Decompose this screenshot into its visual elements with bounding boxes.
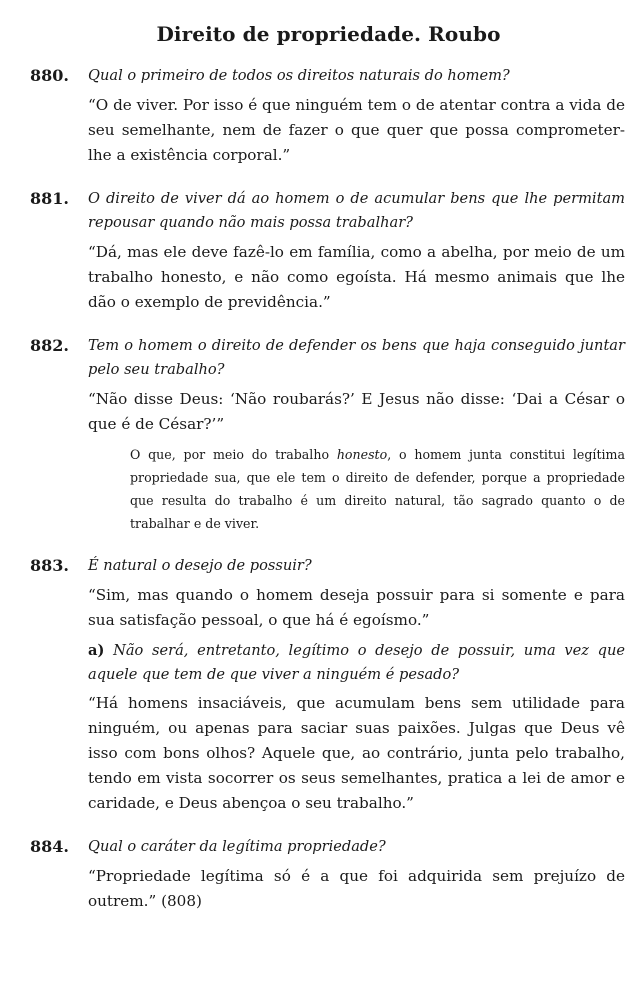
question-item-881 bbox=[30, 187, 625, 321]
commentary-text bbox=[130, 443, 625, 535]
commentary-part: , o homem junta constitui legítima propriedade sua, que ele tem o direito de defender, porque a propriedade que resulta do trabalho é um direito natural, tão sagrado quanto o de trabalhar e de viver. bbox=[130, 447, 625, 531]
question-item-882 bbox=[30, 334, 625, 541]
answer-text: “O de viver. Por isso é que ninguém tem o de atentar contra a vida de seu semelhante, nem de fazer o que quer que possa comprometer-lhe a existência corporal.” bbox=[88, 96, 625, 164]
question-number: 881. bbox=[30, 189, 69, 208]
question-number: 883. bbox=[30, 556, 69, 575]
commentary-emphasis: honesto bbox=[336, 447, 388, 462]
answer-text: “Dá, mas ele deve fazê-lo em família, como a abelha, por meio de um trabalho honesto, e não como egoísta. Há mesmo animais que lhe dão o exemplo de previdência.” bbox=[88, 243, 625, 311]
question-content bbox=[88, 835, 625, 920]
page-title: Direito de propriedade. Roubo bbox=[156, 22, 501, 46]
question-number: 884. bbox=[30, 837, 69, 856]
sub-answer-text: “Há homens insaciáveis, que acumulam bens sem utilidade para ninguém, ou apenas para saciar suas paixões. Julgas que Deus vê isso com bons olhos? Aquele que, ao contrário, junta pelo trabalho, tendo em vista socorrer os seus semelhantes, pratica a lei de amor e caridade, e Deus abençoa o seu trabalho.” bbox=[88, 694, 625, 812]
answer-text: “Propriedade legítima só é a que foi adquirida sem prejuízo de outrem.” (808) bbox=[88, 867, 625, 910]
question-text: O direito de viver dá ao homem o de acumular bens que lhe permitam repousar quando não mais possa trabalhar? bbox=[88, 190, 625, 231]
sub-question-text: Não será, entretanto, legítimo o desejo de possuir, uma vez que aquele que tem de que viver a ninguém é pesado? bbox=[88, 642, 626, 683]
commentary-part: O que, por meio do trabalho bbox=[130, 447, 337, 462]
question-number: 880. bbox=[30, 66, 69, 85]
question-content bbox=[88, 334, 625, 541]
question-content bbox=[88, 187, 625, 321]
answer-text: “Não disse Deus: ‘Não roubarás?’ E Jesus não disse: ‘Dai a César o que é de César?’” bbox=[88, 390, 625, 433]
question-content bbox=[88, 554, 625, 822]
sub-question-letter: a) bbox=[88, 642, 105, 659]
question-item-880 bbox=[30, 64, 625, 174]
question-text: Tem o homem o direito de defender os bens que haja conseguido juntar pelo seu trabalho? bbox=[88, 337, 625, 378]
question-text: Qual o caráter da legítima propriedade? bbox=[88, 838, 386, 855]
question-text: Qual o primeiro de todos os direitos naturais do homem? bbox=[88, 67, 510, 84]
answer-text: “Sim, mas quando o homem deseja possuir para si somente e para sua satisfação pessoal, o que há é egoísmo.” bbox=[88, 586, 625, 629]
question-text: É natural o desejo de possuir? bbox=[88, 557, 312, 574]
question-content bbox=[88, 64, 625, 174]
question-item-883 bbox=[30, 554, 625, 822]
sub-question bbox=[88, 639, 625, 687]
question-item-884 bbox=[30, 835, 625, 920]
question-number: 882. bbox=[30, 336, 69, 355]
